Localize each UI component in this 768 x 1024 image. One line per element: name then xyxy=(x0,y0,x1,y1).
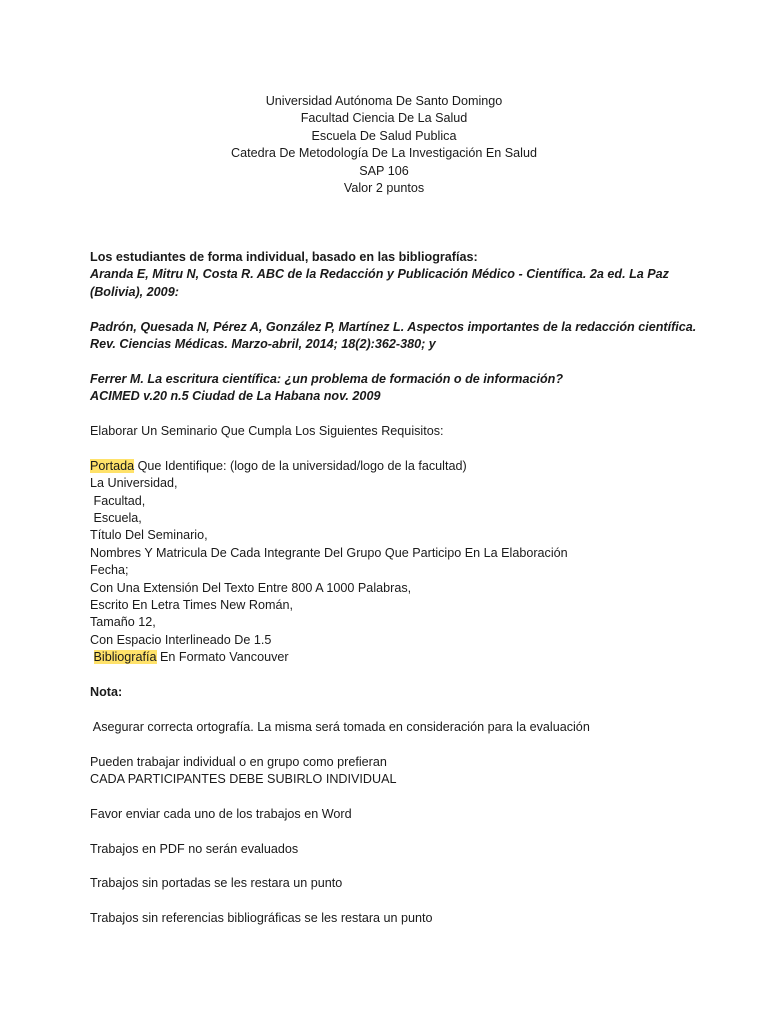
reference-3-line-2: ACIMED v.20 n.5 Ciudad de La Habana nov. 2009 xyxy=(90,389,381,404)
portada-highlight: Portada xyxy=(90,458,135,473)
school-name: Escuela De Salud Publica xyxy=(311,128,457,143)
reference-2-line-2: Rev. Ciencias Médicas. Marzo-abril, 2014; 18(2):362-380; y xyxy=(90,337,436,352)
course-name: Catedra De Metodología De La Investigación En Salud xyxy=(231,146,537,161)
intro-text: Los estudiantes de forma individual, basado en las bibliografías: xyxy=(90,250,478,264)
requirement-item: Título Del Seminario, xyxy=(90,528,208,543)
assignment-value: Valor 2 puntos xyxy=(343,181,425,196)
university-name: Universidad Autónoma De Santo Domingo xyxy=(265,94,503,108)
bibliography-text: En Formato Vancouver xyxy=(156,650,289,665)
requirement-item: Escrito En Letra Times New Román, xyxy=(90,598,293,613)
course-code: SAP 106 xyxy=(359,163,409,178)
reference-2-line-1: Padrón, Quesada N, Pérez A, González P, Martínez L. Aspectos importantes de la redacción científica. xyxy=(90,319,697,334)
document-header xyxy=(0,93,768,197)
nota-title: Nota: xyxy=(90,685,123,700)
reference-1-line-1: Aranda E, Mitru N, Costa R. ABC de la Redacción y Publicación Médico - Científica. 2a ed. La Paz xyxy=(90,267,669,282)
reference-3-line-1: Ferrer M. La escritura científica: ¿un problema de formación o de información? xyxy=(90,371,564,386)
nota-line: CADA PARTICIPANTES DEBE SUBIRLO INDIVIDUAL xyxy=(90,772,397,787)
requirement-item: Nombres Y Matricula De Cada Integrante Del Grupo Que Participo En La Elaboración xyxy=(90,545,568,560)
requirement-item: Tamaño 12, xyxy=(90,615,156,630)
requirement-item: Con Espacio Interlineado De 1.5 xyxy=(90,632,272,647)
bibliography-requirement xyxy=(90,649,730,666)
bibliography-highlight: Bibliografía xyxy=(93,650,157,665)
faculty-name: Facultad Ciencia De La Salud xyxy=(300,111,468,126)
requirement-item: Fecha; xyxy=(90,563,129,578)
nota-line: Trabajos en PDF no serán evaluados xyxy=(90,841,299,856)
portada-requirement xyxy=(90,458,730,475)
nota-line: Pueden trabajar individual o en grupo como prefieran xyxy=(90,754,387,769)
nota-line: Trabajos sin portadas se les restara un punto xyxy=(90,876,343,891)
nota-line: Trabajos sin referencias bibliográficas se les restara un punto xyxy=(90,911,433,926)
nota-line: Favor enviar cada uno de los trabajos en Word xyxy=(90,806,352,821)
document-body xyxy=(90,249,730,928)
portada-text: Que Identifique: (logo de la universidad/logo de la facultad) xyxy=(134,458,467,473)
requirement-item: Con Una Extensión Del Texto Entre 800 A 1000 Palabras, xyxy=(90,580,412,595)
task-statement: Elaborar Un Seminario Que Cumpla Los Siguientes Requisitos: xyxy=(90,424,444,439)
requirement-item: Escuela, xyxy=(90,511,142,526)
requirement-item: Facultad, xyxy=(90,493,146,508)
requirement-item: La Universidad, xyxy=(90,476,178,491)
reference-1-line-2: (Bolivia), 2009: xyxy=(90,284,179,299)
nota-line: Asegurar correcta ortografía. La misma será tomada en consideración para la evaluación xyxy=(90,719,590,734)
